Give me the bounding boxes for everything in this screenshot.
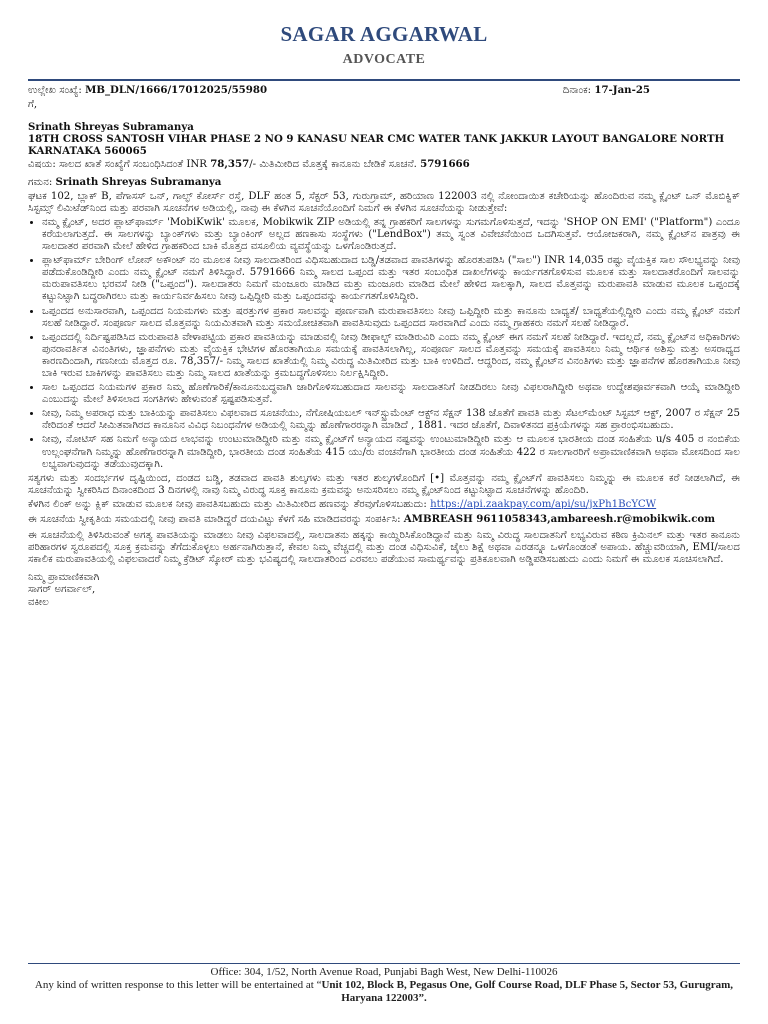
list-item: • ಒಪ್ಪಂದದಲ್ಲಿ ನಿರ್ದಿಷ್ಟಪಡಿಸಿದ ಮರುಪಾವತಿ ವೇಳಾಪಟ್ಟಿಯ ಪ್ರಕಾರ ಪಾವತಿಯನ್ನು ಮಾಡುವಲ್ಲಿ ನೀವು ಡೀಫಾಲ್ಟ್ ಮಾಡಿರುವಿರಿ ಎಂದು ನಮ್ಮ ಕ್ಲೈಂಟ್ ಈಗ ನಮಗೆ ಸಲಹೆ ನೀಡಿದ್ದಾರೆ. ಇದಲ್ಲದೆ, ನಮ್ಮ ಕ್ಲೈಂಟ್‌ನ ಅಧಿಕಾರಿಗಳು ಪುನರಾವರ್ತಿತ ವಿನಂತಿಗಳು, ಜ್ಞಾಪನೆಗಳು ಮತ್ತು ವೈಯಕ್ತಿಕ ಭೇಟಿಗಳ ಹೊರತಾಗಿಯೂ ಸಮಯಕ್ಕೆ ಪಾವತಿಸಲಾಗಿಲ್ಲ, ಸಂಪೂರ್ಣ ಸಾಲದ ಮೊತ್ತವನ್ನು ಸಮಯಕ್ಕೆ ಪಾವತಿಸಲು ನಿಮ್ಮ ಆರ್ಥಿಕ ಅಶಿಸ್ತು ಮತ್ತು ಅಸರಾಧ್ಯದ ಕಾರಣದಿಂದಾಗಿ, ಗಣನೀಯ ಮೊತ್ತದ ರೂ. 78,357/- ನಿಮ್ಮ ಸಾಲದ ಖಾತೆಯಲ್ಲಿ ನಿಮ್ಮ ವಿರುದ್ಧ ಮಿತಿಮೀರಿದ ಮತ್ತು ಬಾಕಿ ಉಳಿದಿದೆ. ಆದ್ದರಿಂದ, ನಮ್ಮ ಕ್ಲೈಂಟ್‌ನ ವಿನಂತಿಗಳು ಮತ್ತು ಜ್ಞಾಪನೆಗಳ ಹೊರತಾಗಿಯೂ ನೀವು ಬಾಕಿ ಇರುವ ಬಾಕಿಗಳನ್ನು ಪಾವತಿಸಲು ಮತ್ತು ನಿಮ್ಮ ಸಾಲದ ಖಾತೆಯನ್ನು ಕ್ರಮಬದ್ಧಗೊಳಿಸಲು ನಿರ್ಲಕ್ಷಿಸಿದ್ದೀರಿ. [42, 332, 740, 380]
reference-label: ಉಲ್ಲೇಖ ಸಂಖ್ಯೆ: [28, 85, 82, 96]
salutation-to: ಗೆ, [28, 99, 38, 111]
advocate-name: SAGAR AGGARWAL [280, 22, 488, 46]
subject-mid: /- ಮಿತಿಮೀರಿದ ಮೊತ್ತಕ್ಕೆ ಕಾನೂನು ಬೇಡಿಕೆ ಸೂಚನೆ. [249, 159, 417, 171]
signoff-name: ಸಾಗರ್ ಅಗರ್ವಾಲ್, [28, 584, 96, 596]
date-value: 17-Jan-25 [594, 84, 650, 96]
contact-detail: AMBREASH 9611058343,ambareesh.r@mobikwik.com [403, 513, 715, 525]
notice-points [28, 217, 740, 471]
subject-account: 5791666 [420, 158, 470, 171]
footer-office: Office: 304, 1/52, North Avenue Road, Punjabi Bagh West, New Delhi-110026 [210, 966, 558, 978]
list-item: • ನೀವು, ನಿಮ್ಮ ಅಪರಾಧ ಮತ್ತು ಬಾಕಿಯನ್ನು ಪಾವತಿಸಲು ವಿಫಲವಾದ ಸೂಚನೆಯು, ನೆಗೋಷಿಯಬಲ್ ಇನ್‌ಸ್ಟ್ರುಮೆಂಟ್ ಆಕ್ಟ್‌ನ ಸೆಕ್ಷನ್ 138 ಜೊತೆಗೆ ಪಾವತಿ ಮತ್ತು ಸೆಟಲ್‌ಮೆಂಟ್ ಸಿಸ್ಟಮ್ ಆಕ್ಟ್, 2007 ರ ಸೆಕ್ಷನ್ 25 ನೇರಿದಂತೆ ಆದರೆ ಸೀಮಿತವಾಗಿರದ ಕಾನೂನಿನ ವಿವಿಧ ನಿಬಂಧನೆಗಳ ಅಡಿಯಲ್ಲಿ ನಿಮ್ಮನ್ನು ಹೊಣೆಗಾರರನ್ನಾಗಿ ಮಾಡಿದೆ , 1881. ಇದರ ಜೊತೆಗೆ, ದಿವಾಳಿತನದ ಪ್ರಕ್ರಿಯೆಗಳನ್ನು ಸಹ ಪ್ರಾರಂಭಿಸಬಹುದು. [42, 408, 740, 432]
list-item: • ನಮ್ಮ ಕ್ಲೈಂಟ್, ಅದರ ಪ್ಲಾಟ್‌ಫಾರ್ಮ್ 'MobiKwik' ಮೂಲಕ, Mobikwik ZIP ಅಡಿಯಲ್ಲಿ ತನ್ನ ಗ್ರಾಹಕರಿಗೆ ಸಾಲಗಳನ್ನು ಸುಗಮಗೊಳಿಸುತ್ತದೆ, ಇದನ್ನು 'SHOP ON EMI' ("Platform") ಎಂದೂ ಕರೆಯಲಾಗುತ್ತದೆ. ಈ ಸಾಲಗಳನ್ನು ಬ್ಯಾಂಕ್‌ಗಳು ಮತ್ತು ಬ್ಯಾಂಕಿಂಗ್ ಅಲ್ಲದ ಹಣಕಾಸು ಸಂಸ್ಥೆಗಳು ("LendBox") ತಮ್ಮ ಸ್ವಂತ ವಿವೇಚನೆಯಿಂದ ಒದಗಿಸುತ್ತವೆ. ಆಯೋಜಕರಾಗಿ, ನಮ್ಮ ಕ್ಲೈಂಟ್‌ನ ಪಾತ್ರವು ಈ ಸಾಲದಾತರ ಪರವಾಗಿ ಮೇಲೆ ಹೇಳಿದ ಗ್ರಾಹಕರಿಂದ ಬಾಕಿ ಮೊತ್ತದ ವಸೂಲಿಯ ವ್ಯವಸ್ಥೆಯನ್ನು ಒಳಗೊಂಡಿರುತ್ತದೆ. [42, 217, 740, 253]
payment-paragraph [28, 499, 740, 511]
intro-paragraph: ಘಟಕ 102, ಬ್ಲಾಕ್ B, ಪೆಗಾಸಸ್ ಒನ್, ಗಾಲ್ಫ್ ಕೋರ್ಸ್ ರಸ್ತೆ, DLF ಹಂತ 5, ಸೆಕ್ಟರ್ 53, ಗುರುಗ್ರಾಮ್, ಹರಿಯಾಣ 122003 ನಲ್ಲಿ ನೋಂದಾಯಿತ ಕಚೇರಿಯನ್ನು ಹೊಂದಿರುವ ನಮ್ಮ ಕ್ಲೈಂಟ್ ಒನ್ ಮೊಬಿಕ್ವಿಕ್ ಸಿಸ್ಟಮ್ಸ್ ಲಿಮಿಟೆಡ್‌ನಿಂದ ಮತ್ತು ಪರವಾಗಿ ಸೂಚನೆಗಳ ಅಡಿಯಲ್ಲಿ, ನಾವು ಈ ಕೆಳಗಿನ ಸೂಚನೆಯೊಂದಿಗೆ ನಿಮಗೆ ಈ ಕೆಳಗಿನ ಸೂಚನೆಯನ್ನು ನೀಡುತ್ತೇವೆ: [28, 190, 740, 214]
footer-response-suffix: ”. [418, 992, 427, 1004]
subject-amount: 78,357 [210, 158, 250, 171]
signoff [28, 572, 740, 608]
payment-link[interactable]: https://api.zaakpay.com/api/su/jxPh1BcYCW [430, 498, 657, 510]
final-paragraph: ಈ ಸೂಚನೆಯಲ್ಲಿ ತಿಳಿಸಿರುವಂತೆ ಅಗತ್ಯ ಪಾವತಿಯನ್ನು ಮಾಡಲು ನೀವು ವಿಫಲವಾದಲ್ಲಿ, ಸಾಲದಾತನು ಹಕ್ಕನ್ನು ಕಾಯ್ದಿರಿಸಿಕೊಂಡಿದ್ದಾನೆ ಮತ್ತು ನಿಮ್ಮ ವಿರುದ್ಧ ಸಾಲದಾತನಿಗೆ ಲಭ್ಯವಿರುವ ಕಠಿಣ ಕ್ರಿಮಿನಲ್ ಮತ್ತು ಇತರ ಕಾನೂನು ಪರಿಹಾರಗಳ ಸ್ವರೂಪದಲ್ಲಿ ಸೂಕ್ತ ಕ್ರಮವನ್ನು ತೆಗೆದುಕೊಳ್ಳಲು ಅರ್ಹನಾಗಿರುತ್ತಾನೆ, ಕೇವಲ ನಿಮ್ಮ ವೆಚ್ಚದಲ್ಲಿ ಮತ್ತು ದಂಡ ವಿಧಿಸುವಿಕೆ, ಜೈಲು ಶಿಕ್ಷೆ ಅಥವಾ ಎರಡನ್ನೂ ಒಳಗೊಂಡಂತೆ ಅಪಾಯ. ಹೆಚ್ಚುವರಿಯಾಗಿ, EMI/ಸಾಲದ ಸಕಾಲಿಕ ಮರುಪಾವತಿಯಲ್ಲಿ ವಿಫಲವಾದರೆ ನಿಮ್ಮ ಕ್ರೆಡಿಟ್ ಸ್ಕೋರ್ ಮತ್ತು ಭವಿಷ್ಯದಲ್ಲಿ ಸಾಲದಾತರಿಂದ ಎರವಲು ಪಡೆಯುವ ಸಾಮರ್ಥ್ಯವನ್ನು ಪ್ರತಿಕೂಲವಾಗಿ ಅಡ್ಡಿಪಡಿಸಬಹುದು ಎಂದು ನಿಮಗೆ ಈ ಮೂಲಕ ಸೂಚಿಸಲಾಗಿದೆ. [28, 530, 740, 566]
signoff-closing: ನಿಮ್ಮ ಪ್ರಾಮಾಣಿಕವಾಗಿ [28, 572, 100, 584]
facts-paragraph: ಸತ್ಯಗಳು ಮತ್ತು ಸಂದರ್ಭಗಳ ದೃಷ್ಟಿಯಿಂದ, ದಂಡದ ಬಡ್ಡಿ, ತಡವಾದ ಪಾವತಿ ಶುಲ್ಕಗಳು ಮತ್ತು ಇತರ ಶುಲ್ಕಗಳೊಂದಿಗೆ [•] ಮೊತ್ತವನ್ನು ನಮ್ಮ ಕ್ಲೈಂಟ್‌ಗೆ ಪಾವತಿಸಲು ನಿಮ್ಮನ್ನು ಈ ಮೂಲಕ ಕರೆ ನೀಡಲಾಗಿದೆ, ಈ ಸೂಚನೆಯನ್ನು ಸ್ವೀಕರಿಸಿದ ದಿನಾಂಕದಿಂದ 3 ದಿನಗಳಲ್ಲಿ ನಾವು ನಿಮ್ಮ ವಿರುದ್ಧ ಸೂಕ್ತ ಕಾನೂನು ಕ್ರಮವನ್ನು ಅನುಸರಿಸಲು ನಮ್ಮ ಕ್ಲೈಂಟ್‌ನಿಂದ ಕಟ್ಟುನಿಟ್ಟಾದ ಸೂಚನೆಗಳನ್ನು ಹೊಂದಿರಿ. [28, 472, 740, 496]
list-item: • ಪ್ಲಾಟ್‌ಫಾರ್ಮ್ ಬೇರಿಂಗ್ ಲೋನ್ ಅಕೌಂಟ್ ನಂ ಮೂಲಕ ನೀವು ಸಾಲದಾತರಿಂದ ವಿಧಿಸಬಹುದಾದ ಬಡ್ಡಿ/ತಡವಾದ ಪಾವತಿಗಳನ್ನು ಹೊರತುಪಡಿಸಿ ("ಸಾಲ") INR 14,035 ರಷ್ಟು ವೈಯಕ್ತಿಕ ಸಾಲ ಸೌಲಭ್ಯವನ್ನು ನೀವು ಪಡೆದುಕೊಂಡಿದ್ದೀರಿ ಎಂದು ನಮ್ಮ ಕ್ಲೈಂಟ್ ನಮಗೆ ತಿಳಿಸಿದ್ದಾರೆ. 5791666 ನಿಮ್ಮ ಸಾಲದ ಒಪ್ಪಂದ ಮತ್ತು ಇತರ ಸಂಬಂಧಿತ ದಾಖಲೆಗಳನ್ನು ಕಾರ್ಯಗತಗೊಳಿಸುವ ಮೂಲಕ ಮತ್ತು ಸಾಲದಾತರೊಂದಿಗೆ ಸಾಲವನ್ನು ಮರುಪಾವತಿಸಲು ಭರವಸೆ ನೀಡಿ ("ಒಪ್ಪಂದ"). ಸಾಲದಾತರು ನಿಮಗೆ ಮಂಜೂರು ಮಾಡಿದ ಮತ್ತು ಮಂಜೂರು ಮಾಡಿದ ಮೇಲೆ ಹೇಳಿದ ಸಾಲಕ್ಕಾಗಿ, ಸಾಲದ ಮೊತ್ತವನ್ನು ಮರುಪಾವತಿ ಮಾಡುವ ಮೂಲಕ ಒಪ್ಪಂದಕ್ಕೆ ಕಟ್ಟುನಿಟ್ಟಾಗಿ ಬದ್ಧರಾಗಿರಲು ಮತ್ತು ಕಾರ್ಯನಿರ್ವಹಿಸಲು ನೀವು ಒಪ್ಪಿದ್ದೀರಿ ಮತ್ತು ಒಪ್ಪಂದವನ್ನು ಕಾರ್ಯಗತಗೊಳಿಸಿದ್ದೀರಿ. [42, 255, 740, 303]
attention-label: ಗಮನ: [28, 176, 53, 188]
header-divider [28, 79, 740, 81]
footer-divider [28, 963, 740, 964]
attention-name: Srinath Shreyas Subramanya [55, 175, 222, 188]
reference-number: MB_DLN/1666/17012025/55980 [85, 84, 268, 96]
letter-body [28, 84, 740, 609]
list-item: • ಸಾಲ ಒಪ್ಪಂದದ ನಿಯಮಗಳ ಪ್ರಕಾರ ನಿಮ್ಮ ಹೊಣೆಗಾರಿಕೆ/ಕಾನೂನುಬದ್ಧವಾಗಿ ಜಾರಿಗೊಳಿಸಬಹುದಾದ ಸಾಲವನ್ನು ಸಾಲದಾತನಿಗೆ ನೀಡದಿರಲು ನೀವು ವಿಫಲರಾಗಿದ್ದೀರಿ ಅಥವಾ ಉದ್ದೇಶಪೂರ್ವಕವಾಗಿ ಆಯ್ಕೆ ಮಾಡಿದ್ದೀರಿ ಎಂಬುದನ್ನು ಮೇಲೆ ತಿಳಿಸಲಾದ ಸಂಗತಿಗಳು ಹೇಳುವಂತೆ ಸ್ಪಷ್ಟಪಡಿಸುತ್ತವೆ. [42, 382, 740, 406]
recipient-name: Srinath Shreyas Subramanya [28, 121, 194, 134]
reference-row [28, 84, 740, 97]
attention-line [28, 176, 740, 189]
list-item: • ಒಪ್ಪಂದದ ಅನುಸಾರವಾಗಿ, ಒಪ್ಪಂದದ ನಿಯಮಗಳು ಮತ್ತು ಷರತ್ತುಗಳ ಪ್ರಕಾರ ಸಾಲವನ್ನು ಪೂರ್ಣವಾಗಿ ಮರುಪಾವತಿಸಲು ನೀವು ಒಪ್ಪಿದ್ದೀರಿ ಮತ್ತು ಕಾನೂನು ಬಾಧ್ಯತೆ/ ಬಾಧ್ಯತೆಯಲ್ಲಿದ್ದೀರಿ ಎಂದು ನಮ್ಮ ಕ್ಲೈಂಟ್ ನಮಗೆ ಸಲಹೆ ನೀಡಿದ್ದಾರೆ. ಸಂಪೂರ್ಣ ಸಾಲದ ಮೊತ್ತವನ್ನು ನಿಯಮಿತವಾಗಿ ಮತ್ತು ಸಮಯೋಚಿತವಾಗಿ ಪಾವತಿಸುವುದು ಒಪ್ಪಂದದ ಸಾರವಾಗಿದೆ ಎಂದು ನಮ್ಮ ಗ್ರಾಹಕರು ನಮಗೆ ಸಲಹೆ ನೀಡಿದ್ದಾರೆ. [42, 306, 740, 330]
recipient-address: 18TH CROSS SANTOSH VIHAR PHASE 2 NO 9 KANASU NEAR CMC WATER TANK JAKKUR LAYOUT BANGALORE NORTH KARNATAKA 560065 [28, 133, 725, 158]
advocate-title: ADVOCATE [342, 52, 426, 67]
footer-response [28, 979, 740, 1005]
payment-text: ಕೆಳಗಿನ ಲಿಂಕ್ ಅನ್ನು ಕ್ಲಿಕ್ ಮಾಡುವ ಮೂಲಕ ನೀವು ಪಾವತಿಸಬಹುದು ಮತ್ತು ಮಿತಿಮೀರಿದ ಹಣವನ್ನು ತೆರವುಗೊಳಿಸಬಹುದು: [28, 498, 427, 510]
contact-paragraph [28, 513, 740, 526]
signoff-title: ವಕೀಲ [28, 596, 49, 608]
list-item: • ನೀವು, ನೋಟಿಸ್ ಸಹ ನಿಮಗೆ ಅನ್ಯಾಯದ ಲಾಭವನ್ನು ಉಂಟುಮಾಡಿದ್ದೀರಿ ಮತ್ತು ನಮ್ಮ ಕ್ಲೈಂಟ್‌ಗೆ ಅನ್ಯಾಯದ ನಷ್ಟವನ್ನು ಉಂಟುಮಾಡಿದ್ದೀರಿ ಮತ್ತು ಆ ಮೂಲಕ ಭಾರತೀಯ ದಂಡ ಸಂಹಿತೆಯ u/s 405 ರ ನಂಬಿಕೆಯ ಉಲ್ಲಂಘನೆಗಾಗಿ ನಿಮ್ಮನ್ನು ಹೊಣೆಗಾರರನ್ನಾಗಿ ಮಾಡಿದ್ದೀರಿ, ಭಾರತೀಯ ದಂಡ ಸಂಹಿತೆಯ 415 ಯು/ರು ವಂಚನೆಗಾಗಿ ಭಾರತೀಯ ದಂಡ ಸಂಹಿತೆಯ 422 ರ ಸಾಲಗಾರರಿಗೆ ಅಪ್ರಾಮಾಣಿಕವಾಗಿ ಅಥವಾ ಮೋಸದಿಂದ ಸಾಲ ಲಭ್ಯವಾಗುವುದನ್ನು ತಡೆಯುವುದಕ್ಕಾಗಿ. [42, 434, 740, 470]
subject-prefix: ವಿಷಯ: ಸಾಲದ ಖಾತೆ ಸಂಖ್ಯೆಗೆ ಸಂಬಂಧಿಸಿದಂತೆ INR [28, 159, 207, 171]
reference [28, 84, 267, 97]
footer-response-prefix: Any kind of written response to this letter will be entertained at “ [34, 979, 322, 991]
footer-response-address: Unit 102, Block B, Pegasus One, Golf Course Road, DLF Phase 5, Sector 53, Gurugram, Haryana 122003 [321, 979, 734, 1004]
footer [28, 966, 740, 1005]
subject-line [28, 158, 740, 171]
date-label: ದಿನಾಂಕ: [562, 85, 592, 96]
contact-text: ಈ ಸೂಚನೆಯ ಸ್ವೀಕೃತಿಯ ಸಮಯದಲ್ಲಿ ನೀವು ಪಾವತಿ ಮಾಡಿದ್ದರೆ ದಯವಿಟ್ಟು ಕೆಳಗೆ ಸಹಿ ಮಾಡಿದವರನ್ನು ಸಂಪರ್ಕಿಸಿ: [28, 514, 401, 525]
letter-date [563, 84, 650, 97]
